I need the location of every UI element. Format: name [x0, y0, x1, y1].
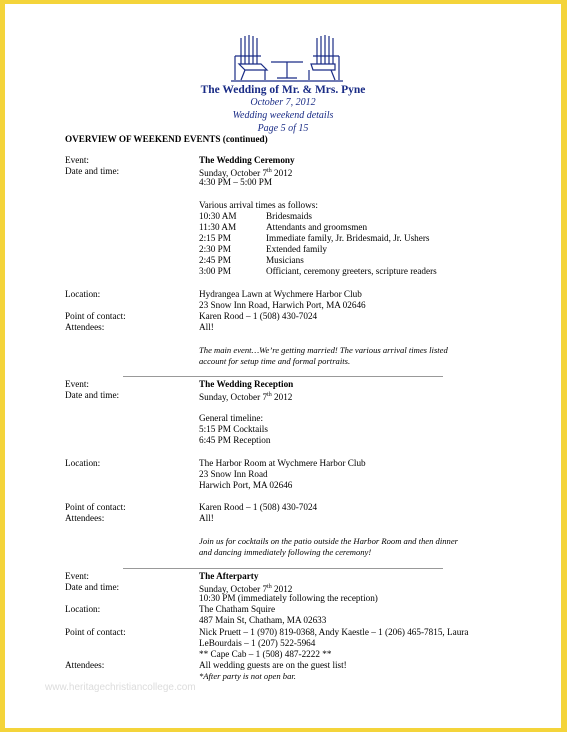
- afterparty-event-label: Event:: [65, 571, 89, 581]
- reception-note: and dancing immediately following the ceremony!: [199, 547, 372, 557]
- arrival-who: Musicians: [266, 255, 304, 265]
- afterparty-address: 487 Main St, Chatham, MA 02633: [199, 615, 327, 625]
- arrival-intro: Various arrival times as follows:: [199, 200, 318, 210]
- reception-address: Harwich Port, MA 02646: [199, 480, 293, 490]
- reception-attendees-label: Attendees:: [65, 513, 105, 523]
- document-title: The Wedding of Mr. & Mrs. Pyne: [200, 84, 366, 96]
- arrival-who: Attendants and groomsmen: [266, 222, 368, 232]
- ceremony-event-label: Event:: [65, 155, 89, 165]
- timeline-label: General timeline:: [199, 413, 264, 423]
- ceremony-attendees-label: Attendees:: [65, 322, 105, 332]
- watermark: www.heritagechristiancollege.com: [45, 682, 196, 693]
- afterparty-datetime-label: Date and time:: [65, 582, 120, 592]
- reception-event-label: Event:: [65, 379, 89, 389]
- ceremony-address: 23 Snow Inn Road, Harwich Port, MA 02646: [199, 300, 366, 310]
- section-divider: [123, 568, 443, 569]
- afterparty-cab: ** Cape Cab – 1 (508) 487-2222 **: [199, 649, 332, 659]
- afterparty-time: 10:30 PM (immediately following the reception): [199, 593, 378, 603]
- ceremony-event-name: The Wedding Ceremony: [199, 155, 295, 165]
- reception-attendees: All!: [199, 513, 214, 523]
- ceremony-note: The main event…We’re getting married! The various arrival times listed: [199, 345, 448, 355]
- afterparty-attendees-label: Attendees:: [65, 660, 105, 670]
- afterparty-attendees: All wedding guests are on the guest list!: [199, 660, 347, 670]
- ceremony-datetime-label: Date and time:: [65, 166, 120, 176]
- overview-heading: OVERVIEW OF WEEKEND EVENTS (continued): [65, 134, 268, 144]
- afterparty-event-name: The Afterparty: [199, 571, 259, 581]
- reception-location-label: Location:: [65, 458, 101, 468]
- ceremony-note: account for setup time and formal portraits.: [199, 356, 351, 366]
- afterparty-contact: LeBourdais – 1 (207) 522-5964: [199, 638, 316, 648]
- afterparty-location: The Chatham Squire: [199, 604, 276, 614]
- reception-contact-label: Point of contact:: [65, 502, 126, 512]
- timeline-item: 5:15 PM Cocktails: [199, 424, 268, 434]
- arrival-who: Extended family: [266, 244, 327, 254]
- ceremony-contact: Karen Rood – 1 (508) 430-7024: [199, 311, 318, 321]
- arrival-time: 10:30 AM: [199, 211, 237, 221]
- reception-date: Sunday, October 7th 2012: [199, 392, 293, 403]
- adirondack-chairs-logo: [231, 34, 343, 84]
- arrival-time: 2:15 PM: [199, 233, 231, 243]
- ceremony-attendees: All!: [199, 322, 214, 332]
- afterparty-location-label: Location:: [65, 604, 101, 614]
- reception-datetime-label: Date and time:: [65, 390, 120, 400]
- document-page: [5, 4, 561, 728]
- afterparty-note: *After party is not open bar.: [199, 671, 296, 681]
- subtitle: Wedding weekend details: [232, 110, 334, 121]
- reception-contact: Karen Rood – 1 (508) 430-7024: [199, 502, 318, 512]
- reception-location: The Harbor Room at Wychmere Harbor Club: [199, 458, 366, 468]
- ceremony-time: 4:30 PM – 5:00 PM: [199, 177, 273, 187]
- arrival-time: 2:45 PM: [199, 255, 231, 265]
- ceremony-location: Hydrangea Lawn at Wychmere Harbor Club: [199, 289, 362, 299]
- arrival-time: 11:30 AM: [199, 222, 237, 232]
- section-divider: [123, 376, 443, 377]
- arrival-time: 2:30 PM: [199, 244, 231, 254]
- afterparty-date: Sunday, October 7th 2012: [199, 584, 293, 595]
- timeline-item: 6:45 PM Reception: [199, 435, 271, 445]
- ceremony-date: Sunday, October 7th 2012: [199, 168, 293, 179]
- wedding-date: October 7, 2012: [250, 97, 316, 108]
- arrival-time: 3:00 PM: [199, 266, 231, 276]
- arrival-who: Immediate family, Jr. Bridesmaid, Jr. Ushers: [266, 233, 430, 243]
- reception-event-name: The Wedding Reception: [199, 379, 294, 389]
- afterparty-contact: Nick Pruett – 1 (970) 819-0368, Andy Kaestle – 1 (206) 465-7815, Laura: [199, 627, 469, 637]
- reception-address: 23 Snow Inn Road: [199, 469, 268, 479]
- arrival-who: Officiant, ceremony greeters, scripture readers: [266, 266, 437, 276]
- ceremony-contact-label: Point of contact:: [65, 311, 126, 321]
- ceremony-location-label: Location:: [65, 289, 101, 299]
- page-number: Page 5 of 15: [257, 123, 309, 134]
- reception-note: Join us for cocktails on the patio outside the Harbor Room and then dinner: [199, 536, 458, 546]
- arrival-who: Bridesmaids: [266, 211, 312, 221]
- afterparty-contact-label: Point of contact:: [65, 627, 126, 637]
